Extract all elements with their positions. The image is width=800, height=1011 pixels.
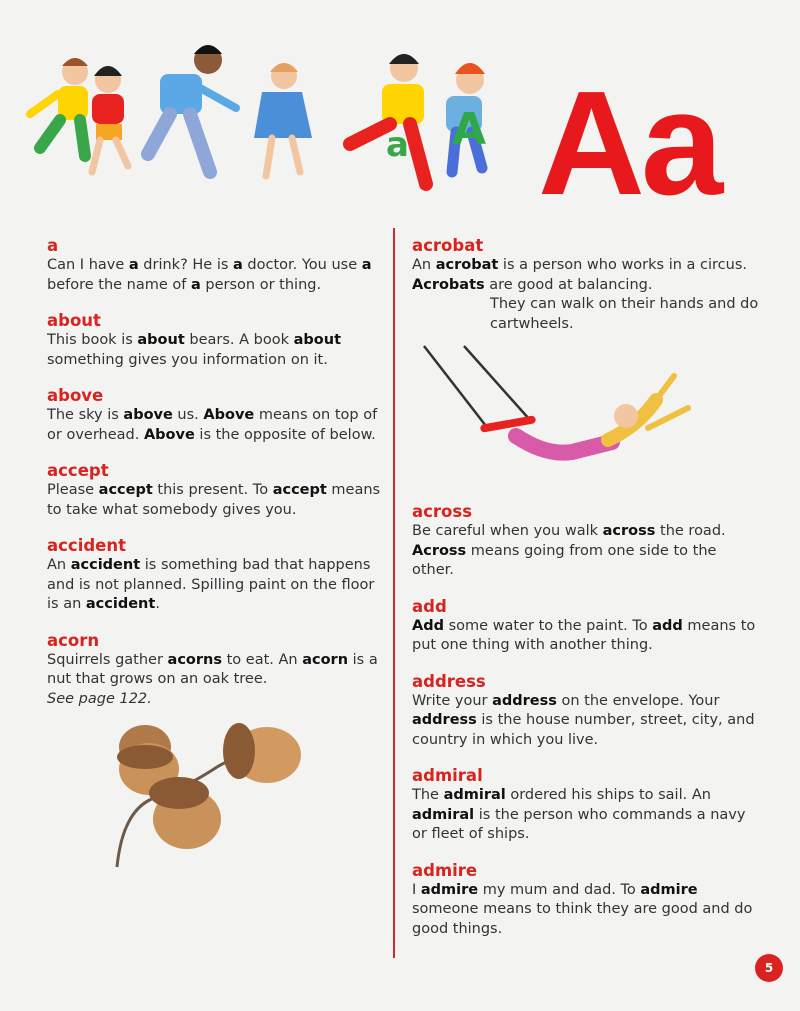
entry-definition: Squirrels gather acorns to eat. An acorn is a nut that grows on an oak tree. See page 122.: [47, 651, 378, 707]
child-figure: [148, 45, 236, 172]
dictionary-entry: [47, 631, 387, 870]
entry-word: above: [47, 386, 104, 405]
child-figure: [254, 63, 312, 176]
acorn-illustration: [105, 719, 305, 869]
entry-word: accident: [47, 536, 126, 555]
entry-word: admire: [412, 860, 478, 880]
entry-word: acrobat: [412, 236, 484, 255]
entry-definition: Can I have a drink? He is a doctor. You use a before the name of a person or thing.: [47, 257, 372, 293]
entry-word: a: [47, 236, 59, 255]
dictionary-entry: [412, 597, 762, 656]
right-column: [412, 236, 762, 955]
children-running-illustration: [0, 40, 540, 200]
entry-definition: An acrobat is a person who works in a circus. Acrobats are good at balancing.: [412, 257, 747, 293]
dictionary-entry: [412, 672, 762, 751]
entry-word: address: [412, 671, 486, 691]
entry-word: about: [47, 311, 101, 330]
entry-word: admiral: [412, 766, 483, 785]
dictionary-entry: [47, 386, 387, 445]
dictionary-entry: [47, 311, 387, 370]
entry-definition: Be careful when you walk across the road. Across means going from one side to the other.: [412, 523, 726, 578]
dictionary-entry: [412, 236, 762, 486]
acrobat-illustration: [412, 336, 732, 486]
entry-word: acorn: [47, 630, 100, 650]
entry-definition: This book is about bears. A book about something gives you information on it.: [47, 332, 342, 368]
column-divider: [393, 228, 395, 958]
dictionary-entry: [47, 236, 387, 295]
entry-definition-continued: They can walk on their hands and do cartwheels.: [490, 296, 759, 332]
child-figure: [446, 63, 486, 172]
entry-definition: An accident is something bad that happens and is not planned. Spilling paint on the floor is an accident.: [47, 557, 375, 612]
chapter-letter: Aa: [538, 61, 720, 226]
entry-word: accept: [47, 461, 109, 480]
dictionary-entry: [412, 766, 762, 845]
page-number-badge: 5: [755, 954, 783, 982]
dictionary-entry: [412, 861, 762, 940]
left-column: [47, 236, 387, 885]
child-figure: [30, 58, 88, 156]
entry-definition: Please accept this present. To accept means to take what somebody gives you.: [47, 482, 381, 518]
entry-definition: Write your address on the envelope. Your address is the house number, street, city, and country in which you live.: [412, 692, 755, 748]
dictionary-entry: [47, 461, 387, 520]
entry-definition: Add some water to the paint. To add means to put one thing with another thing.: [412, 617, 756, 653]
entry-definition: I admire my mum and dad. To admire someone means to think they are good and do good things.: [412, 881, 753, 937]
child-figure: [92, 66, 128, 172]
dictionary-entry: [47, 536, 387, 615]
dictionary-entry: [412, 502, 762, 581]
svg-text:a: a: [386, 125, 409, 165]
entry-word: across: [412, 502, 473, 521]
svg-text:A: A: [452, 104, 487, 155]
entry-definition: The admiral ordered his ships to sail. An admiral is the person who commands a navy or fleet of ships.: [412, 787, 746, 842]
entry-definition: The sky is above us. Above means on top of or overhead. Above is the opposite of below.: [47, 407, 378, 443]
child-figure: [350, 54, 426, 184]
entry-word: add: [412, 596, 447, 616]
